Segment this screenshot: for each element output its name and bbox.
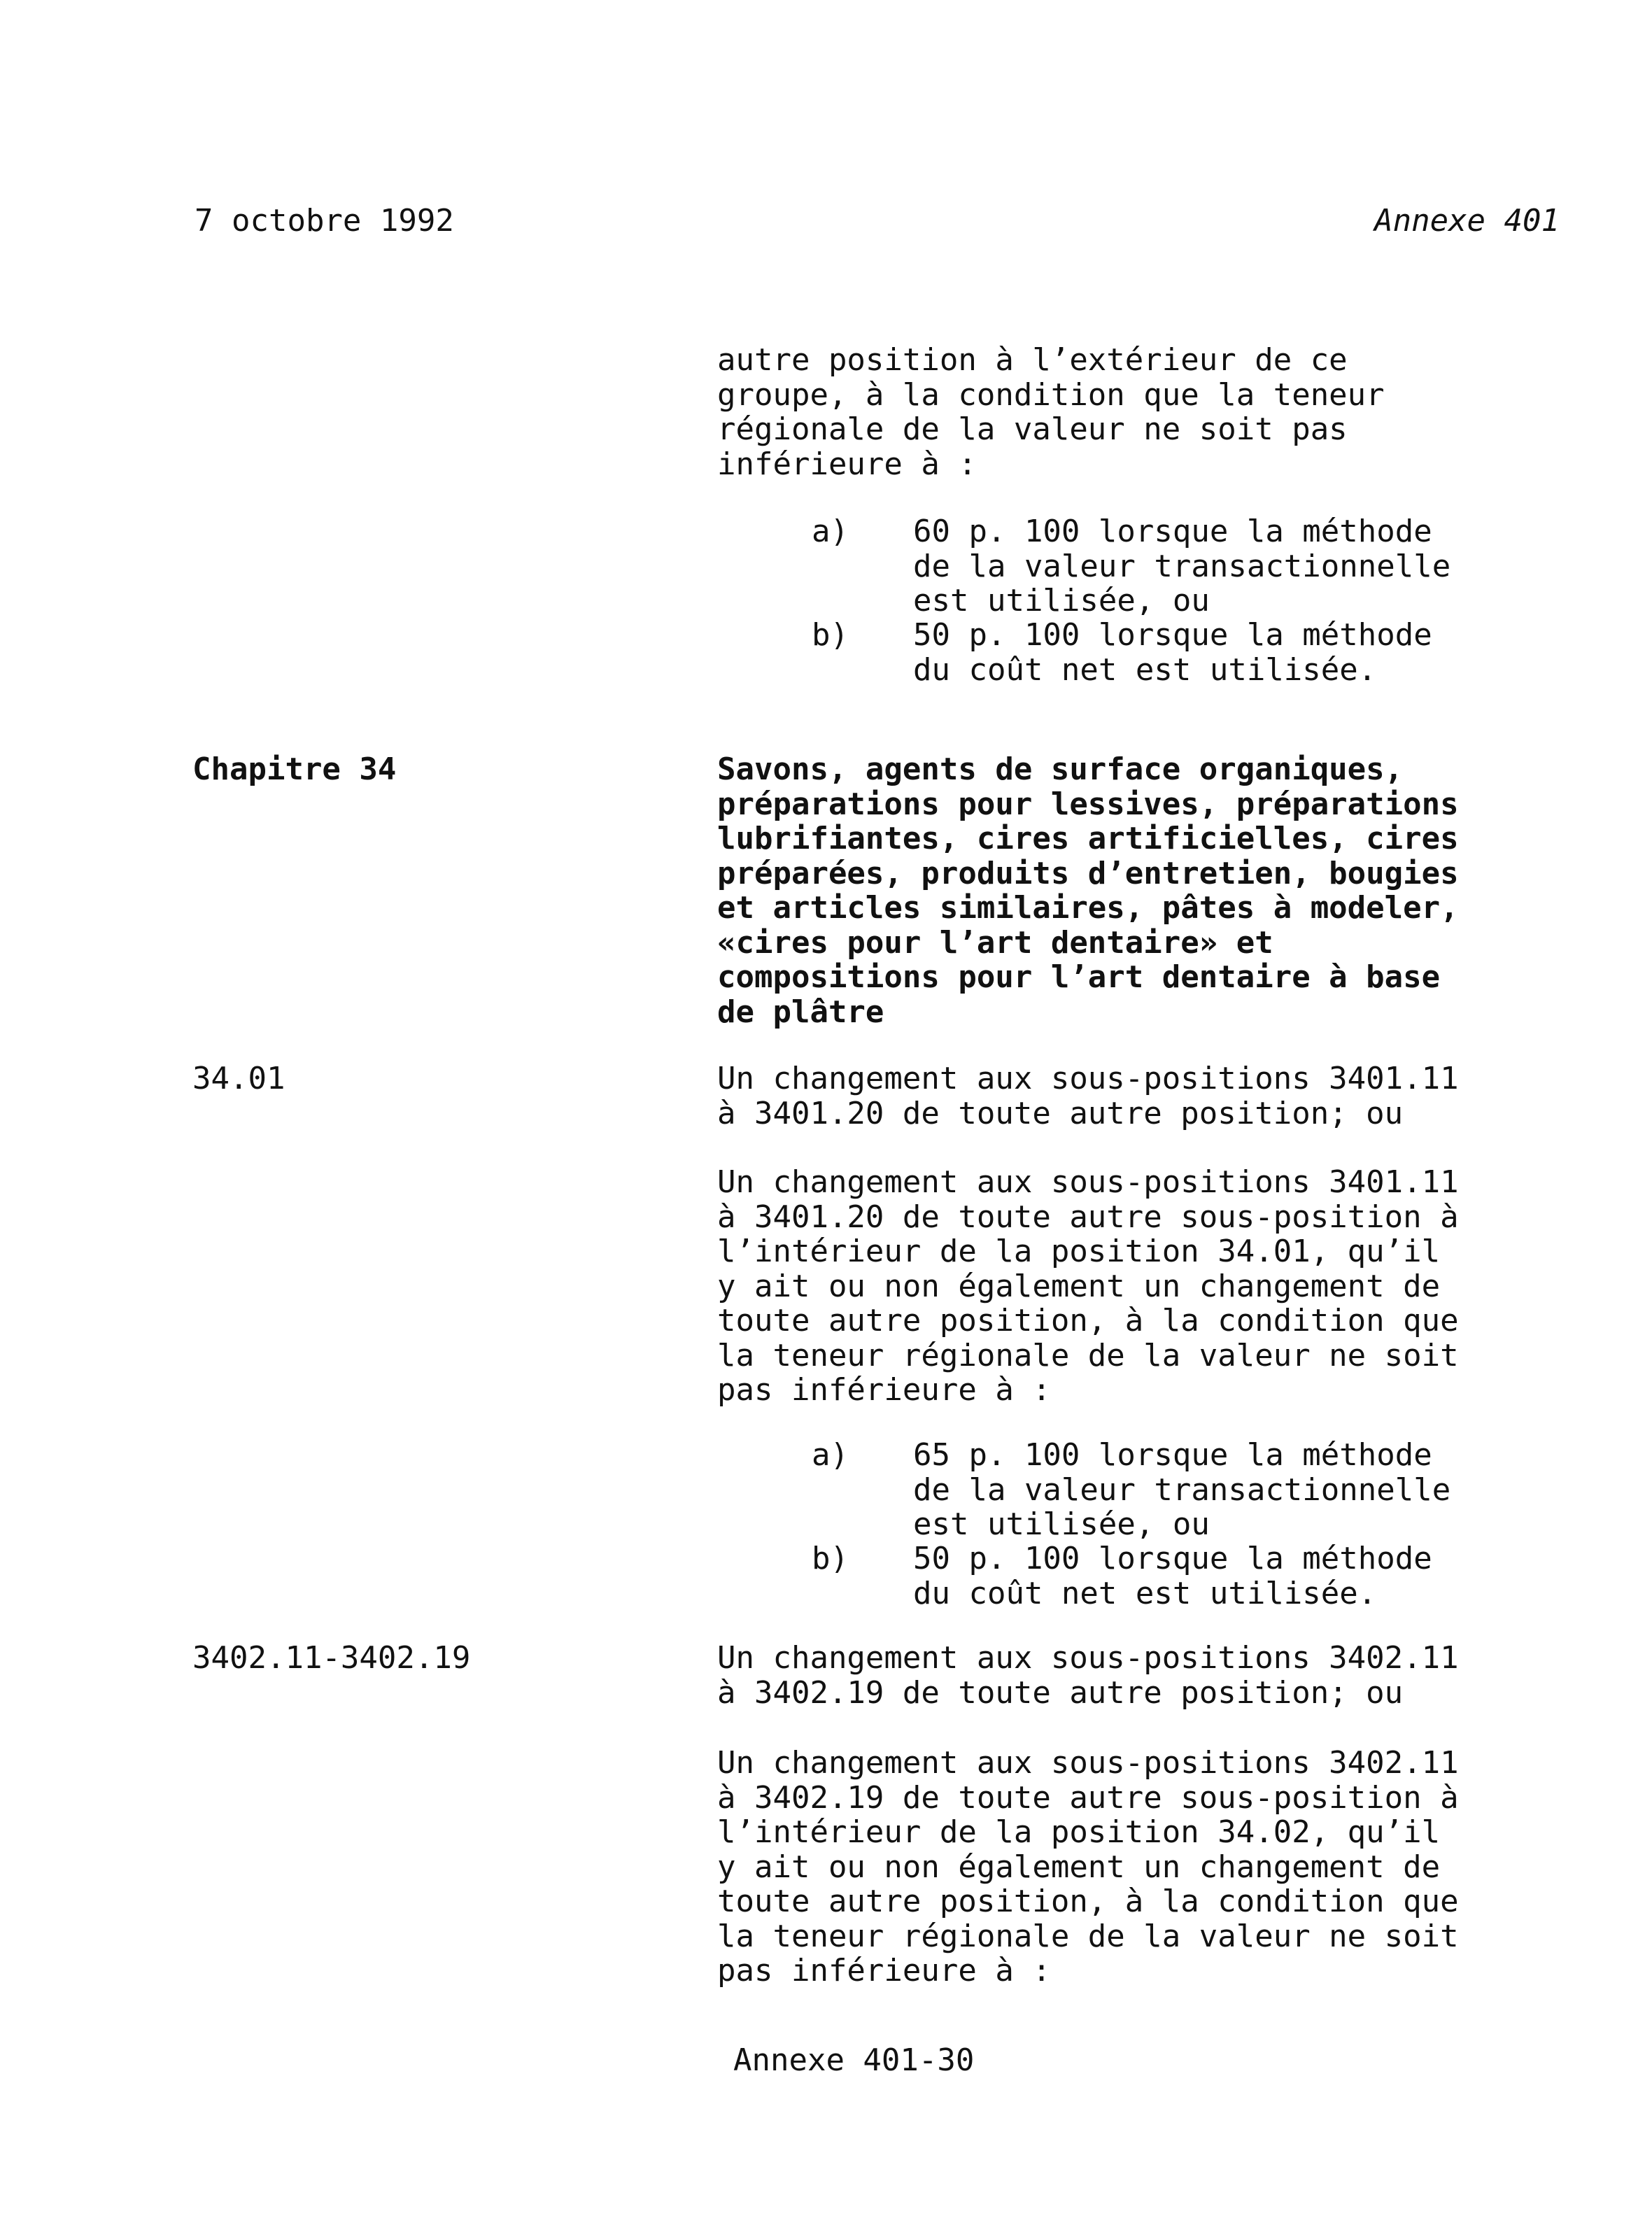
header-annex: Annexe 401 <box>1374 203 1560 239</box>
item-text: 50 p. 100 lorsque la méthode du coût net est utilisée. <box>913 1541 1432 1611</box>
rule-3401-paragraph-1: Un changement aux sous-positions 3401.11 à 3401.20 de toute autre position; ou <box>717 1061 1459 1131</box>
item-text: 60 p. 100 lorsque la méthode de la valeur transactionnelle est utilisée, ou <box>913 514 1451 619</box>
rule-heading-3402: 3402.11-3402.19 <box>192 1640 471 1676</box>
item-text: 50 p. 100 lorsque la méthode du coût net est utilisée. <box>913 617 1432 688</box>
item-label: b) <box>812 1541 849 1576</box>
item-label: b) <box>812 617 849 653</box>
item-label: a) <box>812 514 849 549</box>
rule-3402-paragraph-1: Un changement aux sous-positions 3402.11 à 3402.19 de toute autre position; ou <box>717 1640 1459 1711</box>
item-text: 65 p. 100 lorsque la méthode de la valeur transactionnelle est utilisée, ou <box>913 1437 1451 1542</box>
rule-3402-paragraph-2: Un changement aux sous-positions 3402.11 à 3402.19 de toute autre sous-position à l’intérieur de la position 34.02, qu’il y ait ou non également un changement de toute autre position, à la condition que la teneur régionale de la valeur ne soit pas inférieure à : <box>717 1745 1459 1989</box>
chapter-label: Chapitre 34 <box>192 751 397 787</box>
header-date: 7 octobre 1992 <box>195 203 454 239</box>
chapter-title: Savons, agents de surface organiques, préparations pour lessives, préparations lubrifiantes, cires artificielles, cires préparées, produits d’entretien, bougies et articles similaires, pâtes à modeler, «cires pour l’art dentaire» et compositions pour l’art dentaire à base de plâtre <box>717 751 1459 1030</box>
item-label: a) <box>812 1437 849 1473</box>
rule-heading-3401: 34.01 <box>192 1061 285 1096</box>
rule-3401-paragraph-2: Un changement aux sous-positions 3401.11 à 3401.20 de toute autre sous-position à l’intérieur de la position 34.01, qu’il y ait ou non également un changement de toute autre position, à la condition que la teneur régionale de la valeur ne soit pas inférieure à : <box>717 1164 1459 1408</box>
intro-paragraph: autre position à l’extérieur de ce groupe, à la condition que la teneur régionale de la valeur ne soit pas inférieure à : <box>717 342 1385 482</box>
page-footer: Annexe 401-30 <box>733 2042 975 2078</box>
